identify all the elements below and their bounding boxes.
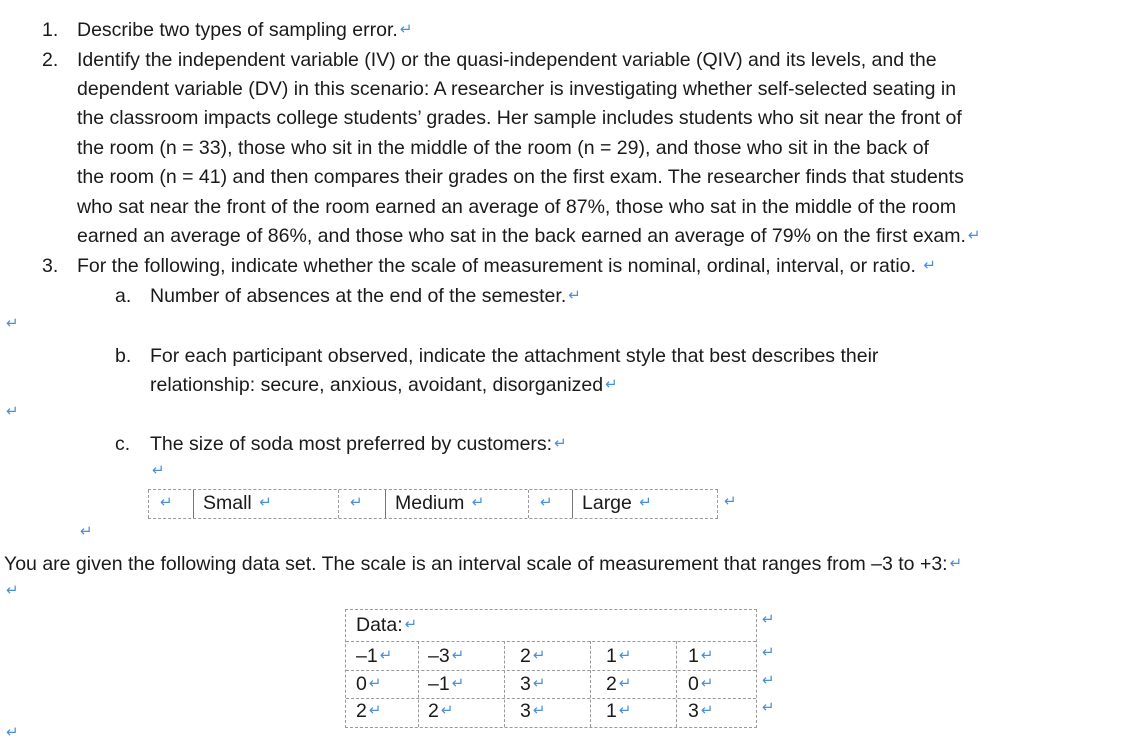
- paragraph-mark-icon: ↵: [700, 675, 714, 692]
- paragraph-mark-icon: ↵: [6, 724, 19, 741]
- paragraph-mark-icon: ↵: [259, 494, 272, 511]
- choice-small: Small ↵: [203, 492, 272, 514]
- sub-b-letter: b.: [115, 345, 132, 367]
- paragraph-mark-icon: ↵: [440, 702, 454, 719]
- data-cell: 1 ↵: [606, 645, 632, 667]
- data-cell: 3 ↵: [688, 700, 714, 722]
- q1-number: 1.: [42, 19, 59, 41]
- paragraph-mark-icon: ↵: [451, 647, 465, 664]
- sub-b-line-2: relationship: secure, anxious, avoidant, disorganized ↵: [150, 374, 618, 396]
- paragraph-mark-icon: ↵: [762, 672, 775, 689]
- q2-line-4: the room (n = 33), those who sit in the middle of the room (n = 29), and those who sit in the back of: [77, 137, 929, 159]
- data-cell: –3 ↵: [428, 645, 465, 667]
- paragraph-mark-icon: ↵: [160, 494, 173, 511]
- sub-a-letter: a.: [115, 285, 132, 307]
- paragraph-mark-icon: ↵: [368, 675, 382, 692]
- paragraph-mark-icon: ↵: [80, 523, 93, 540]
- paragraph-mark-icon: ↵: [700, 702, 714, 719]
- data-cell: 1 ↵: [606, 700, 632, 722]
- paragraph-mark-icon: ↵: [605, 376, 618, 393]
- data-intro: You are given the following data set. The scale is an interval scale of measurement that ranges from –3 to +3: ↵: [4, 553, 963, 575]
- paragraph-mark-icon: ↵: [350, 494, 363, 511]
- paragraph-mark-icon: ↵: [639, 494, 652, 511]
- data-header: Data: ↵: [356, 614, 418, 636]
- choice-large: Large ↵: [582, 492, 652, 514]
- paragraph-mark-icon: ↵: [618, 647, 632, 664]
- paragraph-mark-icon: ↵: [471, 494, 485, 511]
- sub-b-line-1: For each participant observed, indicate the attachment style that best describes their: [150, 345, 879, 367]
- q2-line-1: Identify the independent variable (IV) or the quasi-independent variable (QIV) and its levels, and the: [77, 49, 937, 71]
- data-cell: 2 ↵: [606, 673, 632, 695]
- paragraph-mark-icon: ↵: [6, 582, 19, 599]
- paragraph-mark-icon: ↵: [451, 675, 465, 692]
- sub-c-text: The size of soda most preferred by customers: ↵: [150, 433, 567, 455]
- paragraph-mark-icon: ↵: [568, 287, 581, 304]
- data-cell: 0 ↵: [688, 673, 714, 695]
- data-cell: –1 ↵: [428, 673, 465, 695]
- paragraph-mark-icon: ↵: [724, 493, 737, 510]
- data-cell: 3 ↵: [520, 700, 546, 722]
- q2-line-2: dependent variable (DV) in this scenario: A researcher is investigating whether self-selected seating in: [77, 78, 957, 100]
- q3-text: For the following, indicate whether the scale of measurement is nominal, ordinal, interval, or ratio. ↵: [77, 255, 936, 277]
- sub-a-text: Number of absences at the end of the semester. ↵: [150, 285, 581, 307]
- paragraph-mark-icon: ↵: [399, 21, 413, 38]
- data-cell: 3 ↵: [520, 673, 546, 695]
- paragraph-mark-icon: ↵: [762, 699, 775, 716]
- sub-c-letter: c.: [115, 433, 131, 455]
- data-cell: 2 ↵: [356, 700, 382, 722]
- q2-line-5: the room (n = 41) and then compares their grades on the first exam. The researcher finds that students: [77, 166, 964, 188]
- data-cell: 2 ↵: [428, 700, 454, 722]
- paragraph-mark-icon: ↵: [404, 616, 418, 633]
- paragraph-mark-icon: ↵: [618, 675, 632, 692]
- q2-line-3: the classroom impacts college students’ grades. Her sample includes students who sit near the front of: [77, 107, 962, 129]
- paragraph-mark-icon: ↵: [6, 315, 19, 332]
- paragraph-mark-icon: ↵: [540, 494, 553, 511]
- paragraph-mark-icon: ↵: [762, 611, 775, 628]
- choice-medium: Medium ↵: [395, 492, 485, 514]
- q2-line-7: earned an average of 86%, and those who sat in the back earned an average of 79% on the first exam. ↵: [77, 225, 981, 247]
- q3-number: 3.: [42, 255, 59, 277]
- paragraph-mark-icon: ↵: [532, 702, 546, 719]
- paragraph-mark-icon: ↵: [368, 702, 382, 719]
- data-cell: –1 ↵: [356, 645, 393, 667]
- q1-text: Describe two types of sampling error. ↵: [77, 19, 413, 41]
- paragraph-mark-icon: ↵: [152, 462, 165, 479]
- paragraph-mark-icon: ↵: [949, 555, 963, 572]
- q2-line-6: who sat near the front of the room earned an average of 87%, those who sat in the middle of the room: [77, 196, 957, 218]
- choices-table: [148, 489, 718, 519]
- data-cell: 0 ↵: [356, 673, 382, 695]
- paragraph-mark-icon: ↵: [532, 675, 546, 692]
- paragraph-mark-icon: ↵: [6, 403, 19, 420]
- paragraph-mark-icon: ↵: [532, 647, 546, 664]
- paragraph-mark-icon: ↵: [618, 702, 632, 719]
- paragraph-mark-icon: ↵: [762, 644, 775, 661]
- data-cell: 1 ↵: [688, 645, 714, 667]
- paragraph-mark-icon: ↵: [554, 435, 567, 452]
- paragraph-mark-icon: ↵: [923, 257, 936, 274]
- data-table: [345, 609, 757, 728]
- q2-number: 2.: [42, 49, 59, 71]
- paragraph-mark-icon: ↵: [700, 647, 714, 664]
- paragraph-mark-icon: ↵: [967, 227, 981, 244]
- paragraph-mark-icon: ↵: [379, 647, 393, 664]
- data-cell: 2 ↵: [520, 645, 546, 667]
